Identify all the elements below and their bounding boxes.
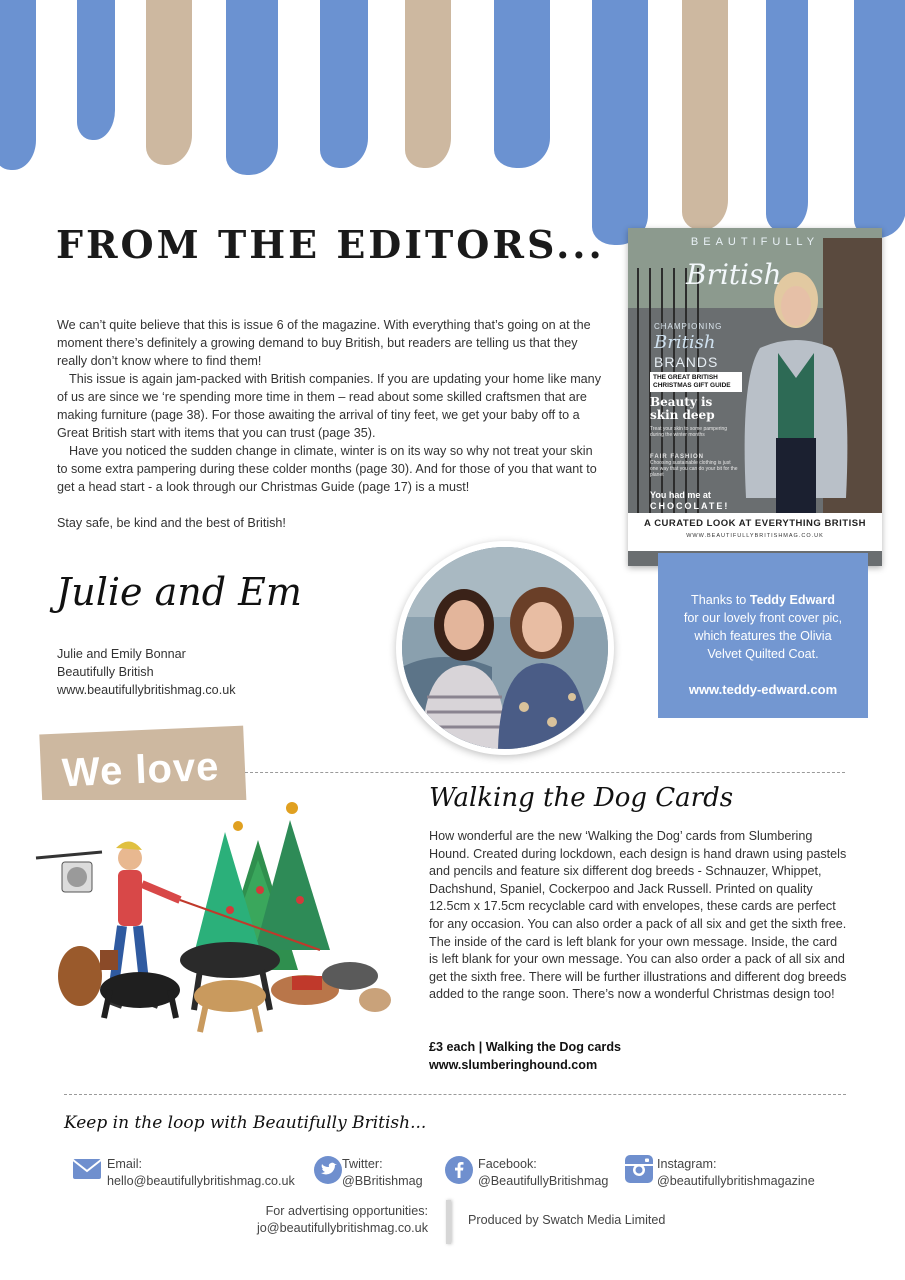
paint-stroke — [592, 0, 648, 245]
footer-heading: Keep in the loop with Beautifully British... — [64, 1113, 427, 1133]
cover-chocolate-line: CHOCOLATE! — [650, 501, 730, 511]
cover-credit-panel — [658, 553, 868, 718]
cover-credit-link[interactable]: www.teddy-edward.com — [688, 682, 838, 697]
facebook-icon[interactable] — [445, 1156, 473, 1184]
paint-stroke — [0, 0, 36, 170]
email-icon[interactable] — [72, 1158, 102, 1180]
paint-stroke-banner — [0, 0, 905, 260]
cover-championing: CHAMPIONING — [654, 322, 723, 331]
facebook-value[interactable]: @BeautifullyBritishmag — [478, 1174, 609, 1188]
feature-price-line: £3 each | Walking the Dog cards — [429, 1040, 622, 1054]
feature-title: Walking the Dog Cards — [429, 783, 734, 813]
editors-photo — [396, 541, 614, 755]
paint-stroke — [320, 0, 368, 168]
paint-stroke — [854, 0, 905, 238]
cover-brand: BEAUTIFULLY — [690, 236, 820, 248]
email-value[interactable]: hello@beautifullybritishmag.co.uk — [107, 1174, 295, 1188]
we-love-label: We love — [61, 744, 221, 796]
section-divider — [64, 1094, 846, 1095]
twitter-label: Twitter: — [342, 1157, 383, 1171]
feature-price — [429, 1038, 621, 1074]
email-contact — [107, 1156, 295, 1190]
editors-photo-illustration — [402, 547, 608, 749]
advertising-value[interactable]: jo@beautifullybritishmag.co.uk — [257, 1221, 428, 1235]
email-label: Email: — [107, 1157, 142, 1171]
cover-gift-guide-line: THE GREAT BRITISH — [653, 374, 718, 381]
produced-by: Produced by Swatch Media Limited — [468, 1213, 666, 1227]
twitter-icon[interactable] — [314, 1156, 342, 1184]
cover-headline-sub: Treat your skin to some pampering during the winter months — [650, 426, 728, 438]
advertising-label: For advertising opportunities: — [265, 1204, 428, 1218]
twitter-contact — [342, 1156, 423, 1190]
paint-stroke — [226, 0, 278, 175]
instagram-value[interactable]: @beautifullybritishmagazine — [657, 1174, 815, 1188]
cover-headline: Beauty is skin deep — [650, 395, 715, 422]
advertising-contact — [240, 1203, 428, 1237]
intro-signoff: Stay safe, be kind and the best of British! — [57, 516, 286, 530]
paint-stroke — [77, 0, 115, 140]
paint-stroke — [682, 0, 728, 230]
cover-credit-line: Velvet Quilted Coat. — [707, 647, 819, 661]
instagram-label: Instagram: — [657, 1157, 717, 1171]
cover-url: WWW.BEAUTIFULLYBRITISHMAG.CO.UK — [686, 533, 824, 539]
cover-chocolate — [650, 490, 729, 512]
magazine-cover — [628, 228, 882, 566]
facebook-contact — [478, 1156, 608, 1190]
instagram-contact — [657, 1156, 815, 1190]
cover-chocolate-line: You had me at — [650, 490, 711, 500]
cover-credit-line — [658, 591, 868, 609]
paint-stroke — [405, 0, 451, 168]
cover-fair-fashion-title: FAIR FASHION — [650, 454, 705, 460]
page-title: FROM THE EDITORS... — [56, 222, 605, 267]
cover-fair-fashion-sub: Choosing sustainable clothing is just one way that you can do your bit for the planet — [650, 460, 738, 478]
intro-paragraph: Have you noticed the sudden change in climate, winter is on its way so why not treat your skin to some extra pampering during these colder months (page 30). And for those of you that want to get a head start - a look through our Christmas Guide (page 17) is a must! — [57, 444, 597, 494]
instagram-icon[interactable] — [625, 1155, 653, 1183]
walking-dog-illustration — [30, 800, 410, 1060]
cover-british-small: British — [654, 332, 716, 353]
cover-credit-brand: Teddy Edward — [749, 593, 835, 607]
byline-names: Julie and Emily Bonnar — [57, 647, 186, 661]
cover-curated: A CURATED LOOK AT EVERYTHING BRITISH — [644, 518, 866, 529]
cover-credit-prefix: Thanks to — [691, 593, 750, 607]
paint-stroke — [766, 0, 808, 232]
byline-company: Beautifully British — [57, 665, 154, 679]
intro-paragraph: This issue is again jam-packed with British companies. If you are updating your home like many of us are since we ‘re spending more time in them – read about some skilled craftsmen that are making furniture (page 38). For those awaiting the arrival of tiny feet, we get your baby off to a Great British start with items that you can trust (page 35). — [57, 372, 601, 440]
footer-divider — [446, 1200, 451, 1244]
twitter-value[interactable]: @BBritishmag — [342, 1174, 423, 1188]
cover-gift-guide — [650, 372, 742, 392]
paint-stroke — [146, 0, 192, 165]
byline-website[interactable]: www.beautifullybritishmag.co.uk — [57, 683, 236, 697]
paint-stroke — [494, 0, 550, 168]
facebook-label: Facebook: — [478, 1157, 537, 1171]
cover-credit-line: which features the Olivia — [694, 629, 832, 643]
cover-gift-guide-line: CHRISTMAS GIFT GUIDE — [653, 382, 731, 389]
section-divider — [245, 772, 845, 773]
feature-website[interactable]: www.slumberinghound.com — [429, 1058, 598, 1072]
signature-script: Julie and Em — [56, 570, 302, 614]
intro-paragraph: We can’t quite believe that this is issue 6 of the magazine. With everything that’s going on at the moment there’s definitely a growing demand to buy British, but readers are telling us that they really don’t know where to find them! — [57, 318, 591, 368]
byline — [57, 645, 236, 699]
editors-letter — [57, 316, 605, 532]
cover-brands: BRANDS — [654, 354, 719, 370]
cover-credit-line: for our lovely front cover pic, — [683, 611, 843, 625]
walking-dog-drawing — [30, 800, 410, 1060]
cover-fair-fashion — [650, 454, 740, 478]
cover-british: British — [686, 258, 782, 291]
feature-body: How wonderful are the new ‘Walking the Dog’ cards from Slumbering Hound. Created during lockdown, each design is hand drawn using pastels and pencils and feature six different dog breeds - Schnauzer, Whippet, Dachshund, Spaniel, Cockerpoo and Jack Russell. Printed on quality 12.5cm x 17.5cm recyclable card with envelopes, these cards are perfect for any occasion. You can also order a pack of all six and get the sixth free. The inside of the card is left blank for your own message. Inside, the card is left blank for your own message. You can also order a pack of all six and get the sixth free. There will be further illustrations and different dog breeds added to the range soon. There’s now a wonderful Christmas design too! — [429, 829, 847, 1002]
